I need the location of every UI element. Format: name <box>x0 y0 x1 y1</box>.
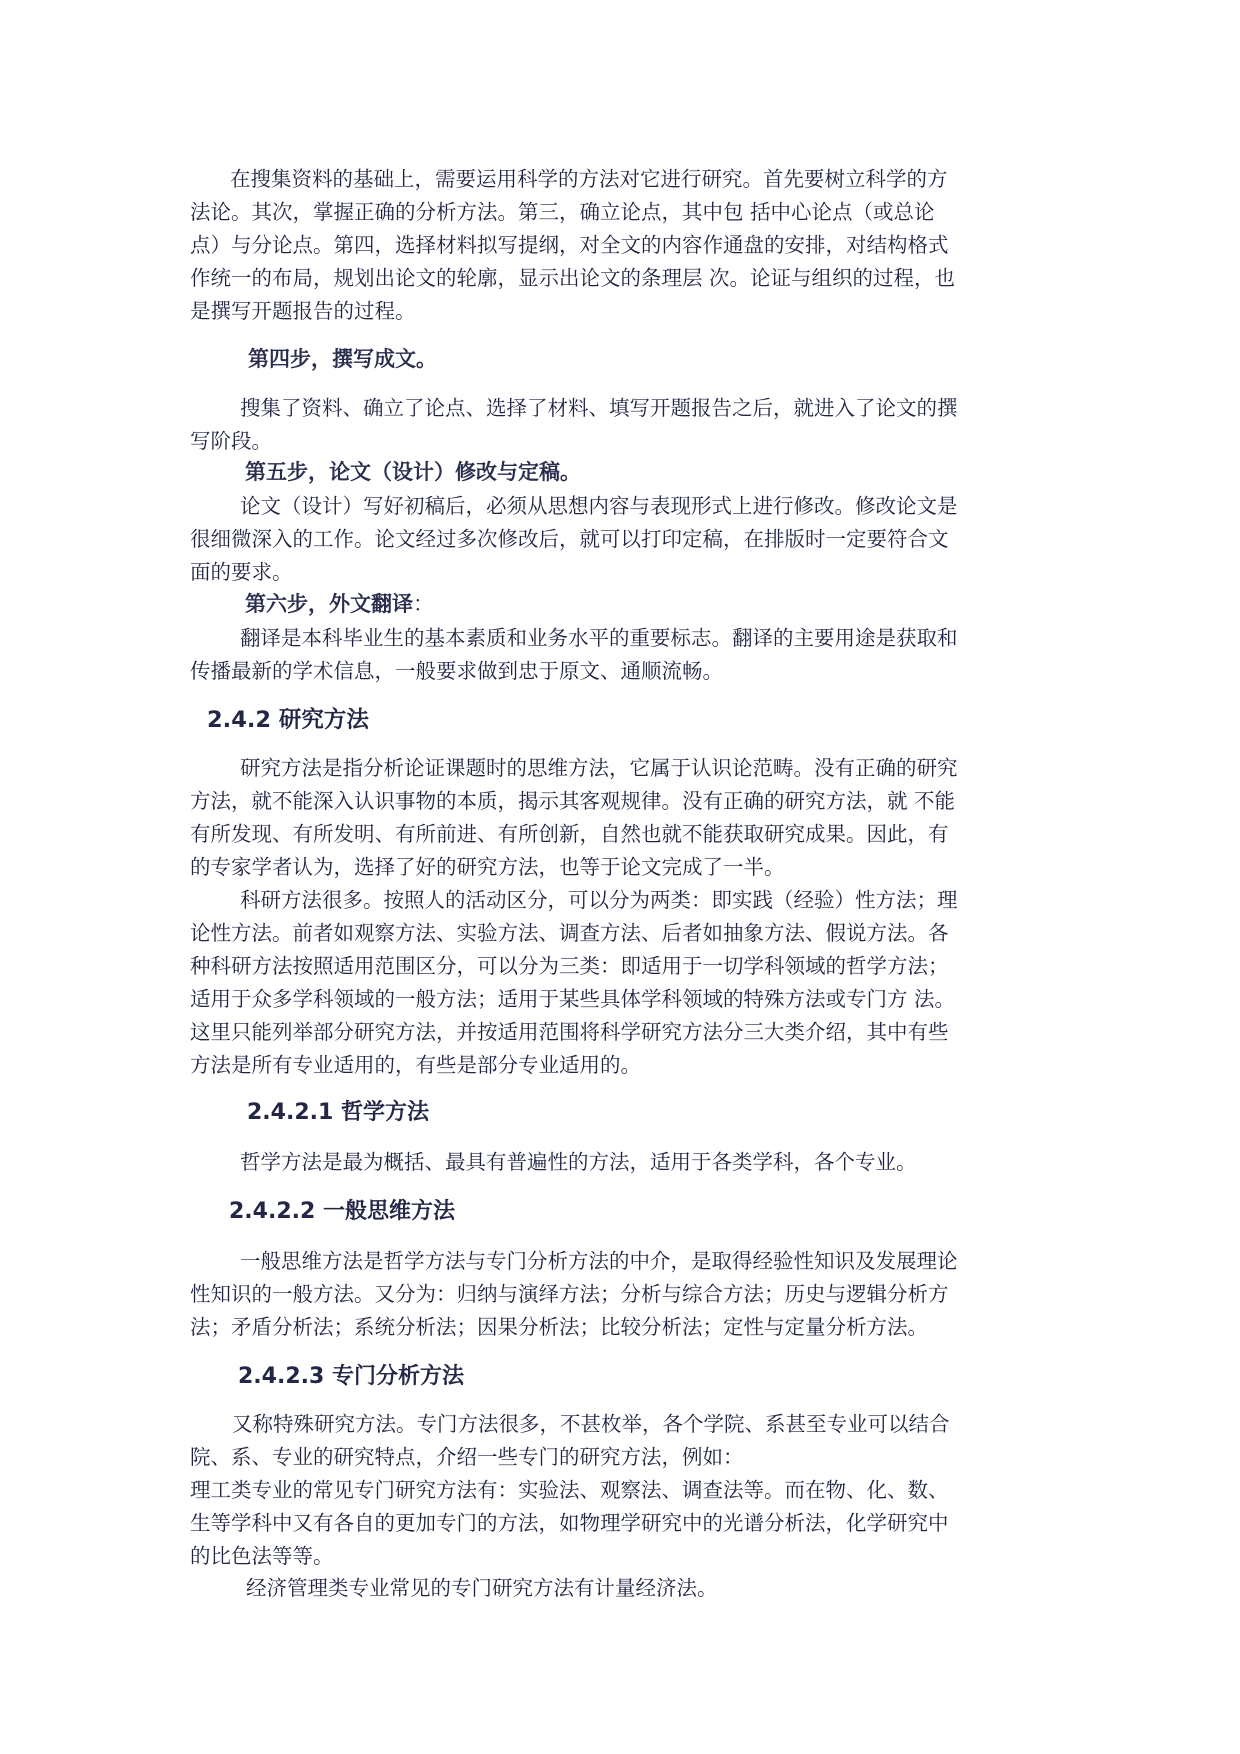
text-line: 理工类专业的常见专门研究方法有：实验法、观察法、调查法等。而在物、化、数、 <box>190 1478 949 1502</box>
text-line: 作统一的布局，规划出论文的轮廓，显示出论文的条理层 次。论证与组织的过程，也 <box>190 266 956 290</box>
text-line: 方法是所有专业适用的，有些是部分专业适用的。 <box>190 1053 641 1077</box>
text-line: 哲学方法是最为概括、最具有普遍性的方法，适用于各类学科，各个专业。 <box>240 1150 917 1174</box>
text-line: 性知识的一般方法。又分为：归纳与演绎方法；分析与综合方法；历史与逻辑分析方 <box>190 1282 949 1306</box>
text-line: 适用于众多学科领域的一般方法；适用于某些具体学科领域的特殊方法或专门方 法。 <box>190 987 956 1011</box>
text-line: 法论。其次，掌握正确的分析方法。第三，确立论点，其中包 括中心论点（或总论 <box>190 200 935 224</box>
step-6-colon: ： <box>413 592 434 616</box>
text-line: 翻译是本科毕业生的基本素质和业务水平的重要标志。翻译的主要用途是获取和 <box>240 626 958 650</box>
section-heading-2-4-2: 2.4.2 研究方法 <box>207 707 369 733</box>
text-line: 研究方法是指分析论证课题时的思维方法，它属于认识论范畴。没有正确的研究 <box>240 756 958 780</box>
text-line: 院、系、专业的研究特点，介绍一些专门的研究方法，例如： <box>190 1445 744 1469</box>
text-line: 是撰写开题报告的过程。 <box>190 299 416 323</box>
text-line: 法；矛盾分析法；系统分析法；因果分析法；比较分析法；定性与定量分析方法。 <box>190 1315 928 1339</box>
text-line: 论文（设计）写好初稿后，必须从思想内容与表现形式上进行修改。修改论文是 <box>240 494 958 518</box>
step-5-heading: 第五步，论文（设计）修改与定稿。 <box>245 460 581 484</box>
paragraph-economics-methods <box>190 1572 1052 1605</box>
section-heading-2-4-2-1: 2.4.2.1 哲学方法 <box>247 1100 429 1125</box>
text-line: 点）与分论点。第四，选择材料拟写提纲，对全文的内容作通盘的安排，对结构格式 <box>190 233 949 257</box>
text-line: 的比色法等等。 <box>190 1544 334 1568</box>
text-line: 一般思维方法是哲学方法与专门分析方法的中介，是取得经验性知识及发展理论 <box>240 1249 958 1273</box>
text-line: 又称特殊研究方法。专门方法很多，不甚枚举，各个学院、系甚至专业可以结合 <box>232 1412 950 1436</box>
text-line: 传播最新的学术信息，一般要求做到忠于原文、通顺流畅。 <box>190 659 723 683</box>
text-line: 论性方法。前者如观察方法、实验方法、调查方法、后者如抽象方法、假说方法。各 <box>190 921 949 945</box>
text-line: 很细微深入的工作。论文经过多次修改后，就可以打印定稿，在排版时一定要符合文 <box>190 527 949 551</box>
text-line: 种科研方法按照适用范围区分，可以分为三类：即适用于一切学科领域的哲学方法； <box>190 954 949 978</box>
text-line: 科研方法很多。按照人的活动区分，可以分为两类：即实践（经验）性方法；理 <box>240 888 958 912</box>
paragraph-general-thinking <box>190 1245 1052 1344</box>
text-line: 方法，就不能深入认识事物的本质，揭示其客观规律。没有正确的研究方法，就 不能 <box>190 789 956 813</box>
text-line: 经济管理类专业常见的专门研究方法有计量经济法。 <box>246 1576 718 1600</box>
paragraph-specialized-methods <box>190 1408 1052 1573</box>
paragraph-revision <box>190 490 1052 589</box>
text-line: 这里只能列举部分研究方法，并按适用范围将科学研究方法分三大类介绍，其中有些 <box>190 1020 949 1044</box>
text-line: 搜集了资料、确立了论点、选择了材料、填写开题报告之后，就进入了论文的撰 <box>240 396 958 420</box>
section-heading-2-4-2-3: 2.4.2.3 专门分析方法 <box>238 1364 464 1389</box>
paragraph-research-approach <box>190 163 1052 328</box>
paragraph-method-classification <box>190 884 1052 1082</box>
paragraph-writing-stage <box>190 392 1052 458</box>
text-line: 写阶段。 <box>190 429 272 453</box>
paragraph-philosophy-method <box>190 1146 1052 1179</box>
section-heading-2-4-2-2: 2.4.2.2 一般思维方法 <box>229 1199 455 1224</box>
text-line: 有所发现、有所发明、有所前进、有所创新，自然也就不能获取研究成果。因此，有 <box>190 822 949 846</box>
text-line: 面的要求。 <box>190 560 293 584</box>
paragraph-research-methods <box>190 752 1052 884</box>
paragraph-translation <box>190 622 1052 688</box>
step-4-heading: 第四步，撰写成文。 <box>248 347 437 371</box>
text-line: 生等学科中又有各自的更加专门的方法，如物理学研究中的光谱分析法，化学研究中 <box>190 1511 949 1535</box>
text-line: 的专家学者认为，选择了好的研究方法，也等于论文完成了一半。 <box>190 855 785 879</box>
step-6-heading <box>245 589 434 619</box>
step-6-title: 第六步，外文翻译 <box>245 592 413 616</box>
text-line: 在搜集资料的基础上，需要运用科学的方法对它进行研究。首先要树立科学的方 <box>230 167 948 191</box>
